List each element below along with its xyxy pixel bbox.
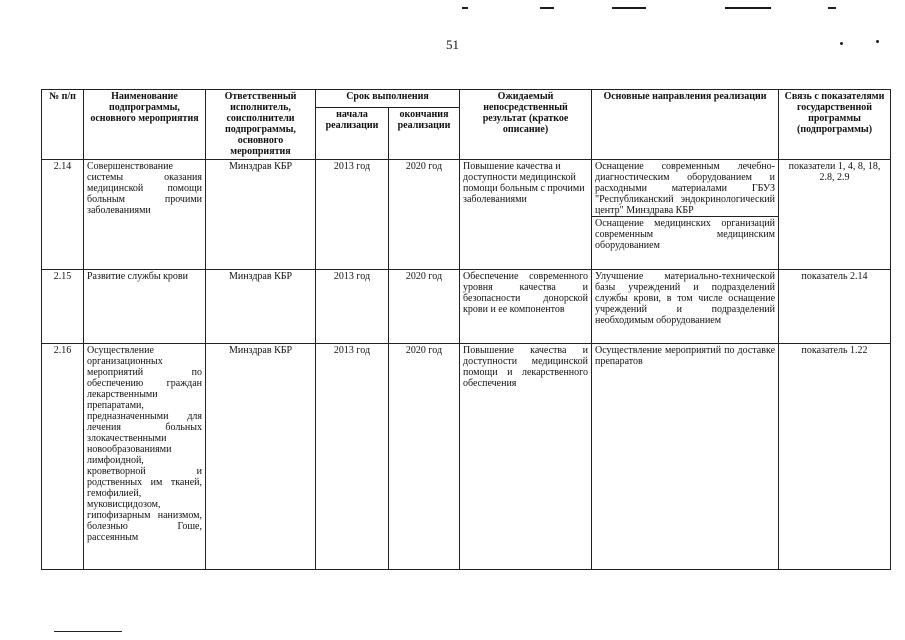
scan-artifact <box>828 7 836 9</box>
header-link: Связь с показателями государственной программы (подпрограммы) <box>779 90 891 160</box>
direction-item: Оснащение медицинских организаций современным медицинским оборудованием <box>592 216 778 252</box>
row-start: 2013 год <box>316 160 389 270</box>
row-end: 2020 год <box>389 270 460 344</box>
direction-item: Осуществление мероприятий по доставке препаратов <box>595 345 776 367</box>
header-term: Срок выполнения <box>316 90 460 108</box>
header-num: № п/п <box>42 90 84 160</box>
header-responsible: Ответственный исполнитель, соисполнители подпрограммы, основного мероприятия <box>206 90 316 160</box>
row-directions <box>592 160 779 270</box>
row-responsible: Минздрав КБР <box>206 270 316 344</box>
table-row <box>42 160 891 270</box>
row-start: 2013 год <box>316 344 389 570</box>
row-name: Осуществление организационных мероприятий по обеспечению граждан лекарственными препаратами, предназначенными для лечения больных злокачественными новообразованиями лимфоидной, кроветворной и родственных им тканей, гемофилией, муковисцидозом, гипофизарным нанизмом, болезнью Гоше, рассеянным <box>84 344 206 570</box>
row-result: Повышение качества и доступности медицинской помощи и лекарственного обеспечения <box>460 344 592 570</box>
scan-artifact <box>540 7 554 9</box>
row-link: показатель 2.14 <box>779 270 891 344</box>
header-start: начала реализации <box>316 108 389 160</box>
row-start: 2013 год <box>316 270 389 344</box>
table-row <box>42 344 891 570</box>
header-end: окончания реализации <box>389 108 460 160</box>
row-end: 2020 год <box>389 160 460 270</box>
header-name: Наименование подпрограммы, основного мероприятия <box>84 90 206 160</box>
row-responsible: Минздрав КБР <box>206 344 316 570</box>
row-result: Повышение качества и доступности медицинской помощи больным с прочими заболеваниями <box>460 160 592 270</box>
row-end: 2020 год <box>389 344 460 570</box>
row-link: показатели 1, 4, 8, 18, 2.8, 2.9 <box>779 160 891 270</box>
row-name: Совершенствование системы оказания медицинской помощи больным прочими заболеваниями <box>84 160 206 270</box>
scan-artifact <box>612 7 646 9</box>
row-num: 2.15 <box>42 270 84 344</box>
activities-table <box>41 89 891 570</box>
scan-artifact <box>462 7 468 9</box>
row-num: 2.16 <box>42 344 84 570</box>
row-result: Обеспечение современного уровня качества и безопасности донорской крови и ее компонентов <box>460 270 592 344</box>
row-name: Развитие службы крови <box>84 270 206 344</box>
row-responsible: Минздрав КБР <box>206 160 316 270</box>
direction-item: Улучшение материально-технической базы учреждений и подразделений службы крови, в том числе оснащение учреждений и подразделений необходимым оборудованием <box>595 271 776 326</box>
header-result: Ожидаемый непосредственный результат (краткое описание) <box>460 90 592 160</box>
direction-item: Оснащение современным лечебно-диагностическим оборудованием и расходными материалами ГБУЗ "Республиканский эндокринологический центр" Минздрава КБР <box>595 161 776 216</box>
table-row <box>42 270 891 344</box>
page-number: 51 <box>446 37 459 52</box>
footnote-rule <box>54 631 122 632</box>
row-directions <box>592 344 779 570</box>
header-directions: Основные направления реализации <box>592 90 779 160</box>
scan-artifact <box>725 7 771 9</box>
row-directions <box>592 270 779 344</box>
row-num: 2.14 <box>42 160 84 270</box>
row-link: показатель 1.22 <box>779 344 891 570</box>
